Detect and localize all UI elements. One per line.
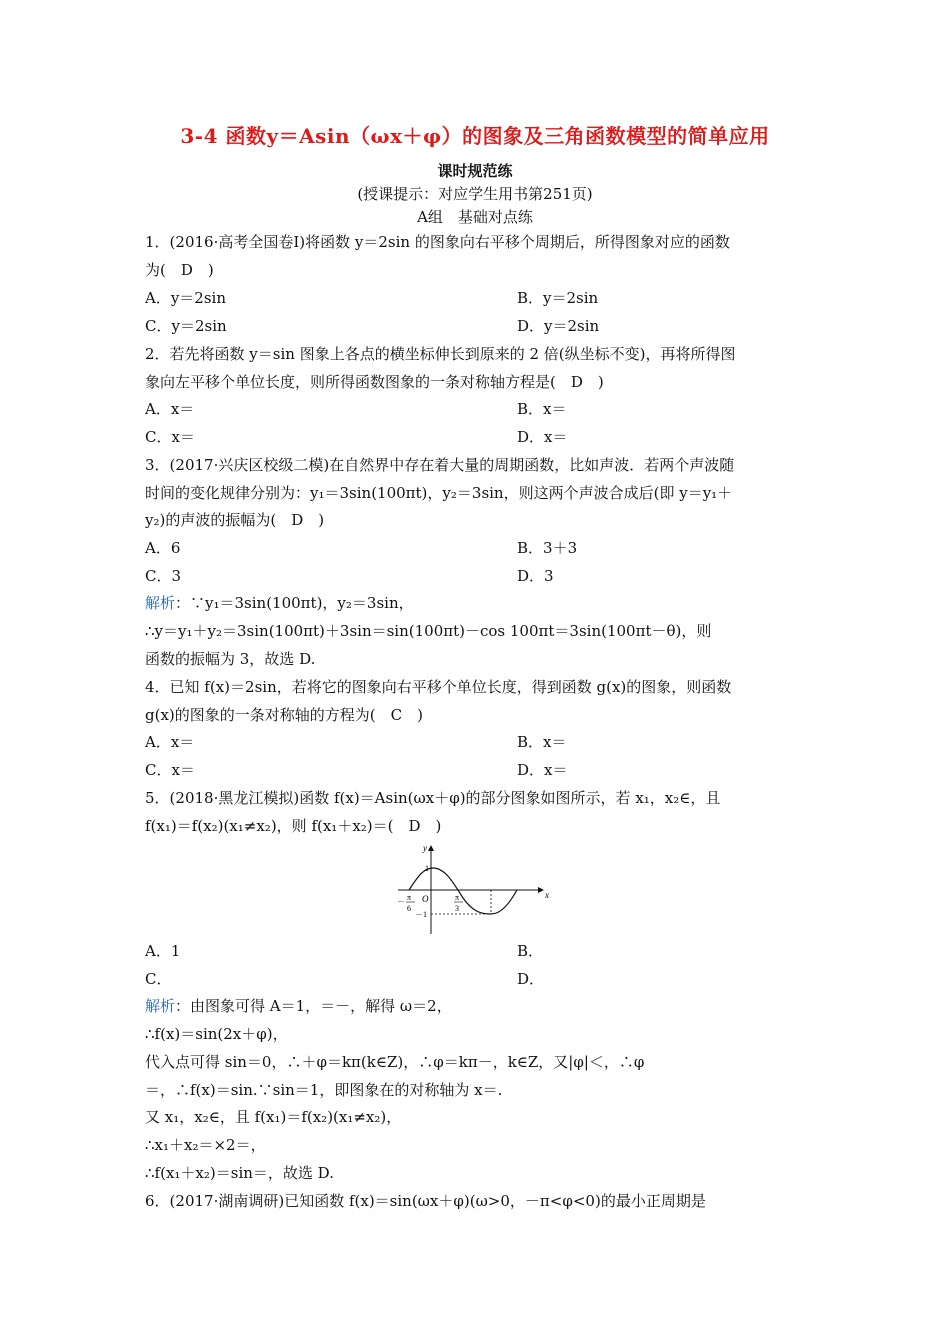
- q5-option-d: D．: [517, 970, 545, 988]
- q3-solution-text: ：∵y₁＝3sin(100πt)，y₂＝3sin，: [175, 594, 414, 612]
- q3-option-b: B．3＋3: [517, 539, 578, 557]
- q1-option-d: D．y＝2sin: [517, 317, 600, 335]
- q2-stem-line1: 2．若先将函数 y＝sin 图象上各点的横坐标伸长到原来的 2 倍(纵坐标不变)，再将所得图: [145, 345, 736, 363]
- y-one-label: 1: [425, 864, 429, 873]
- y-neg-one-label: －1: [415, 910, 427, 919]
- q1-option-b: B．y＝2sin: [517, 289, 599, 307]
- q5-option-c: C．: [145, 970, 172, 988]
- q5-solution-line4: ＝，∴f(x)＝sin.∵sin＝1，即图象在的对称轴为 x＝.: [145, 1081, 503, 1099]
- neg-pi-numerator: π: [407, 893, 412, 902]
- textbook-hint: (授课提示：对应学生用书第251页): [357, 185, 593, 203]
- sine-graph-figure: [393, 842, 553, 938]
- q2-option-c: C．x＝: [145, 428, 195, 446]
- q3-solution-line3: 函数的振幅为 3，故选 D.: [145, 650, 316, 668]
- q3-solution-line2: ∴y＝y₁＋y₂＝3sin(100πt)＋3sin＝sin(100πt)－cos 100πt＝3sin(100πt－θ)，则: [145, 622, 712, 640]
- q5-solution-line7: ∴f(x₁＋x₂)＝sin＝，故选 D.: [145, 1164, 334, 1182]
- q5-solution-text: ：由图象可得 A＝1，＝－，解得 ω＝2，: [175, 997, 452, 1015]
- q5-stem-line1: 5．(2018·黑龙江模拟)函数 f(x)＝Asin(ωx＋φ)的部分图象如图所示，若 x₁，x₂∈，且: [145, 789, 721, 807]
- q5-solution-line5: 又 x₁，x₂∈，且 f(x₁)＝f(x₂)(x₁≠x₂)，: [145, 1108, 402, 1126]
- q6-stem-line1: 6．(2017·湖南调研)已知函数 f(x)＝sin(ωx＋φ)(ω>0，－π<φ<0)的最小正周期是: [145, 1192, 706, 1210]
- q3-stem-line2: 时间的变化规律分别为：y₁＝3sin(100πt)，y₂＝3sin，则这两个声波合成后(即 y＝y₁＋: [145, 484, 733, 502]
- x-axis-label: x: [545, 890, 549, 900]
- pi-third-denominator: 3: [455, 904, 459, 913]
- q5-solution-line6: ∴x₁＋x₂＝×2＝，: [145, 1136, 266, 1154]
- q5-option-b: B．: [517, 942, 544, 960]
- q3-solution-label: 解析: [145, 594, 176, 612]
- q4-stem-line1: 4．已知 f(x)＝2sin，若将它的图象向右平移个单位长度，得到函数 g(x)的图象，则函数: [145, 678, 732, 696]
- q4-option-d: D．x＝: [517, 761, 568, 779]
- q5-solution-line2: ∴f(x)＝sin(2x＋φ)，: [145, 1025, 288, 1043]
- q2-option-d: D．x＝: [517, 428, 568, 446]
- q5-solution-label: 解析: [145, 997, 176, 1015]
- q5-solution-line1: [145, 996, 810, 1016]
- neg-pi-denominator: 6: [407, 904, 411, 913]
- q3-solution-line1: [145, 593, 810, 613]
- q1-option-c: C．y＝2sin: [145, 317, 227, 335]
- q4-stem-line2: g(x)的图象的一条对称轴的方程为( C ): [145, 706, 423, 724]
- q3-option-c: C．3: [145, 567, 182, 585]
- q2-option-b: B．x＝: [517, 400, 567, 418]
- q1-option-a: A．y＝2sin: [145, 289, 227, 307]
- origin-label: O: [422, 894, 429, 904]
- sine-curve: [409, 868, 517, 914]
- q4-option-a: A．x＝: [145, 733, 195, 751]
- section-subtitle: 课时规范练: [437, 162, 513, 180]
- page-title: 3-4 函数y＝Asin（ωx＋φ）的图象及三角函数模型的简单应用: [180, 124, 770, 148]
- q3-stem-line1: 3．(2017·兴庆区校级二模)在自然界中存在着大量的周期函数，比如声波．若两个声波随: [145, 456, 735, 474]
- q2-stem-line2: 象向左平移个单位长度，则所得函数图象的一条对称轴方程是( D ): [145, 373, 604, 391]
- q3-stem-line3: y₂)的声波的振幅为( D ): [145, 511, 325, 529]
- pi-third-numerator: π: [455, 893, 460, 902]
- q1-stem-line2: 为( D ): [145, 261, 214, 279]
- q3-option-a: A．6: [145, 539, 181, 557]
- y-axis-label: y: [423, 843, 427, 853]
- q4-option-c: C．x＝: [145, 761, 195, 779]
- q5-option-a: A．1: [145, 942, 181, 960]
- q5-solution-line3: 代入点可得 sin＝0，∴＋φ＝kπ(k∈Z)，∴φ＝kπ－，k∈Z，又|φ|＜，∴φ: [145, 1053, 645, 1071]
- q4-option-b: B．x＝: [517, 733, 567, 751]
- q2-option-a: A．x＝: [145, 400, 195, 418]
- q3-option-d: D．3: [517, 567, 554, 585]
- neg-pi-sign: －: [397, 897, 405, 906]
- q5-stem-line2: f(x₁)＝f(x₂)(x₁≠x₂)，则 f(x₁＋x₂)＝( D ): [145, 817, 442, 835]
- group-heading: A组 基础对点练: [417, 208, 533, 226]
- q1-stem-line1: 1．(2016·高考全国卷Ⅰ)将函数 y＝2sin 的图象向右平移个周期后，所得图象对应的函数: [145, 233, 730, 251]
